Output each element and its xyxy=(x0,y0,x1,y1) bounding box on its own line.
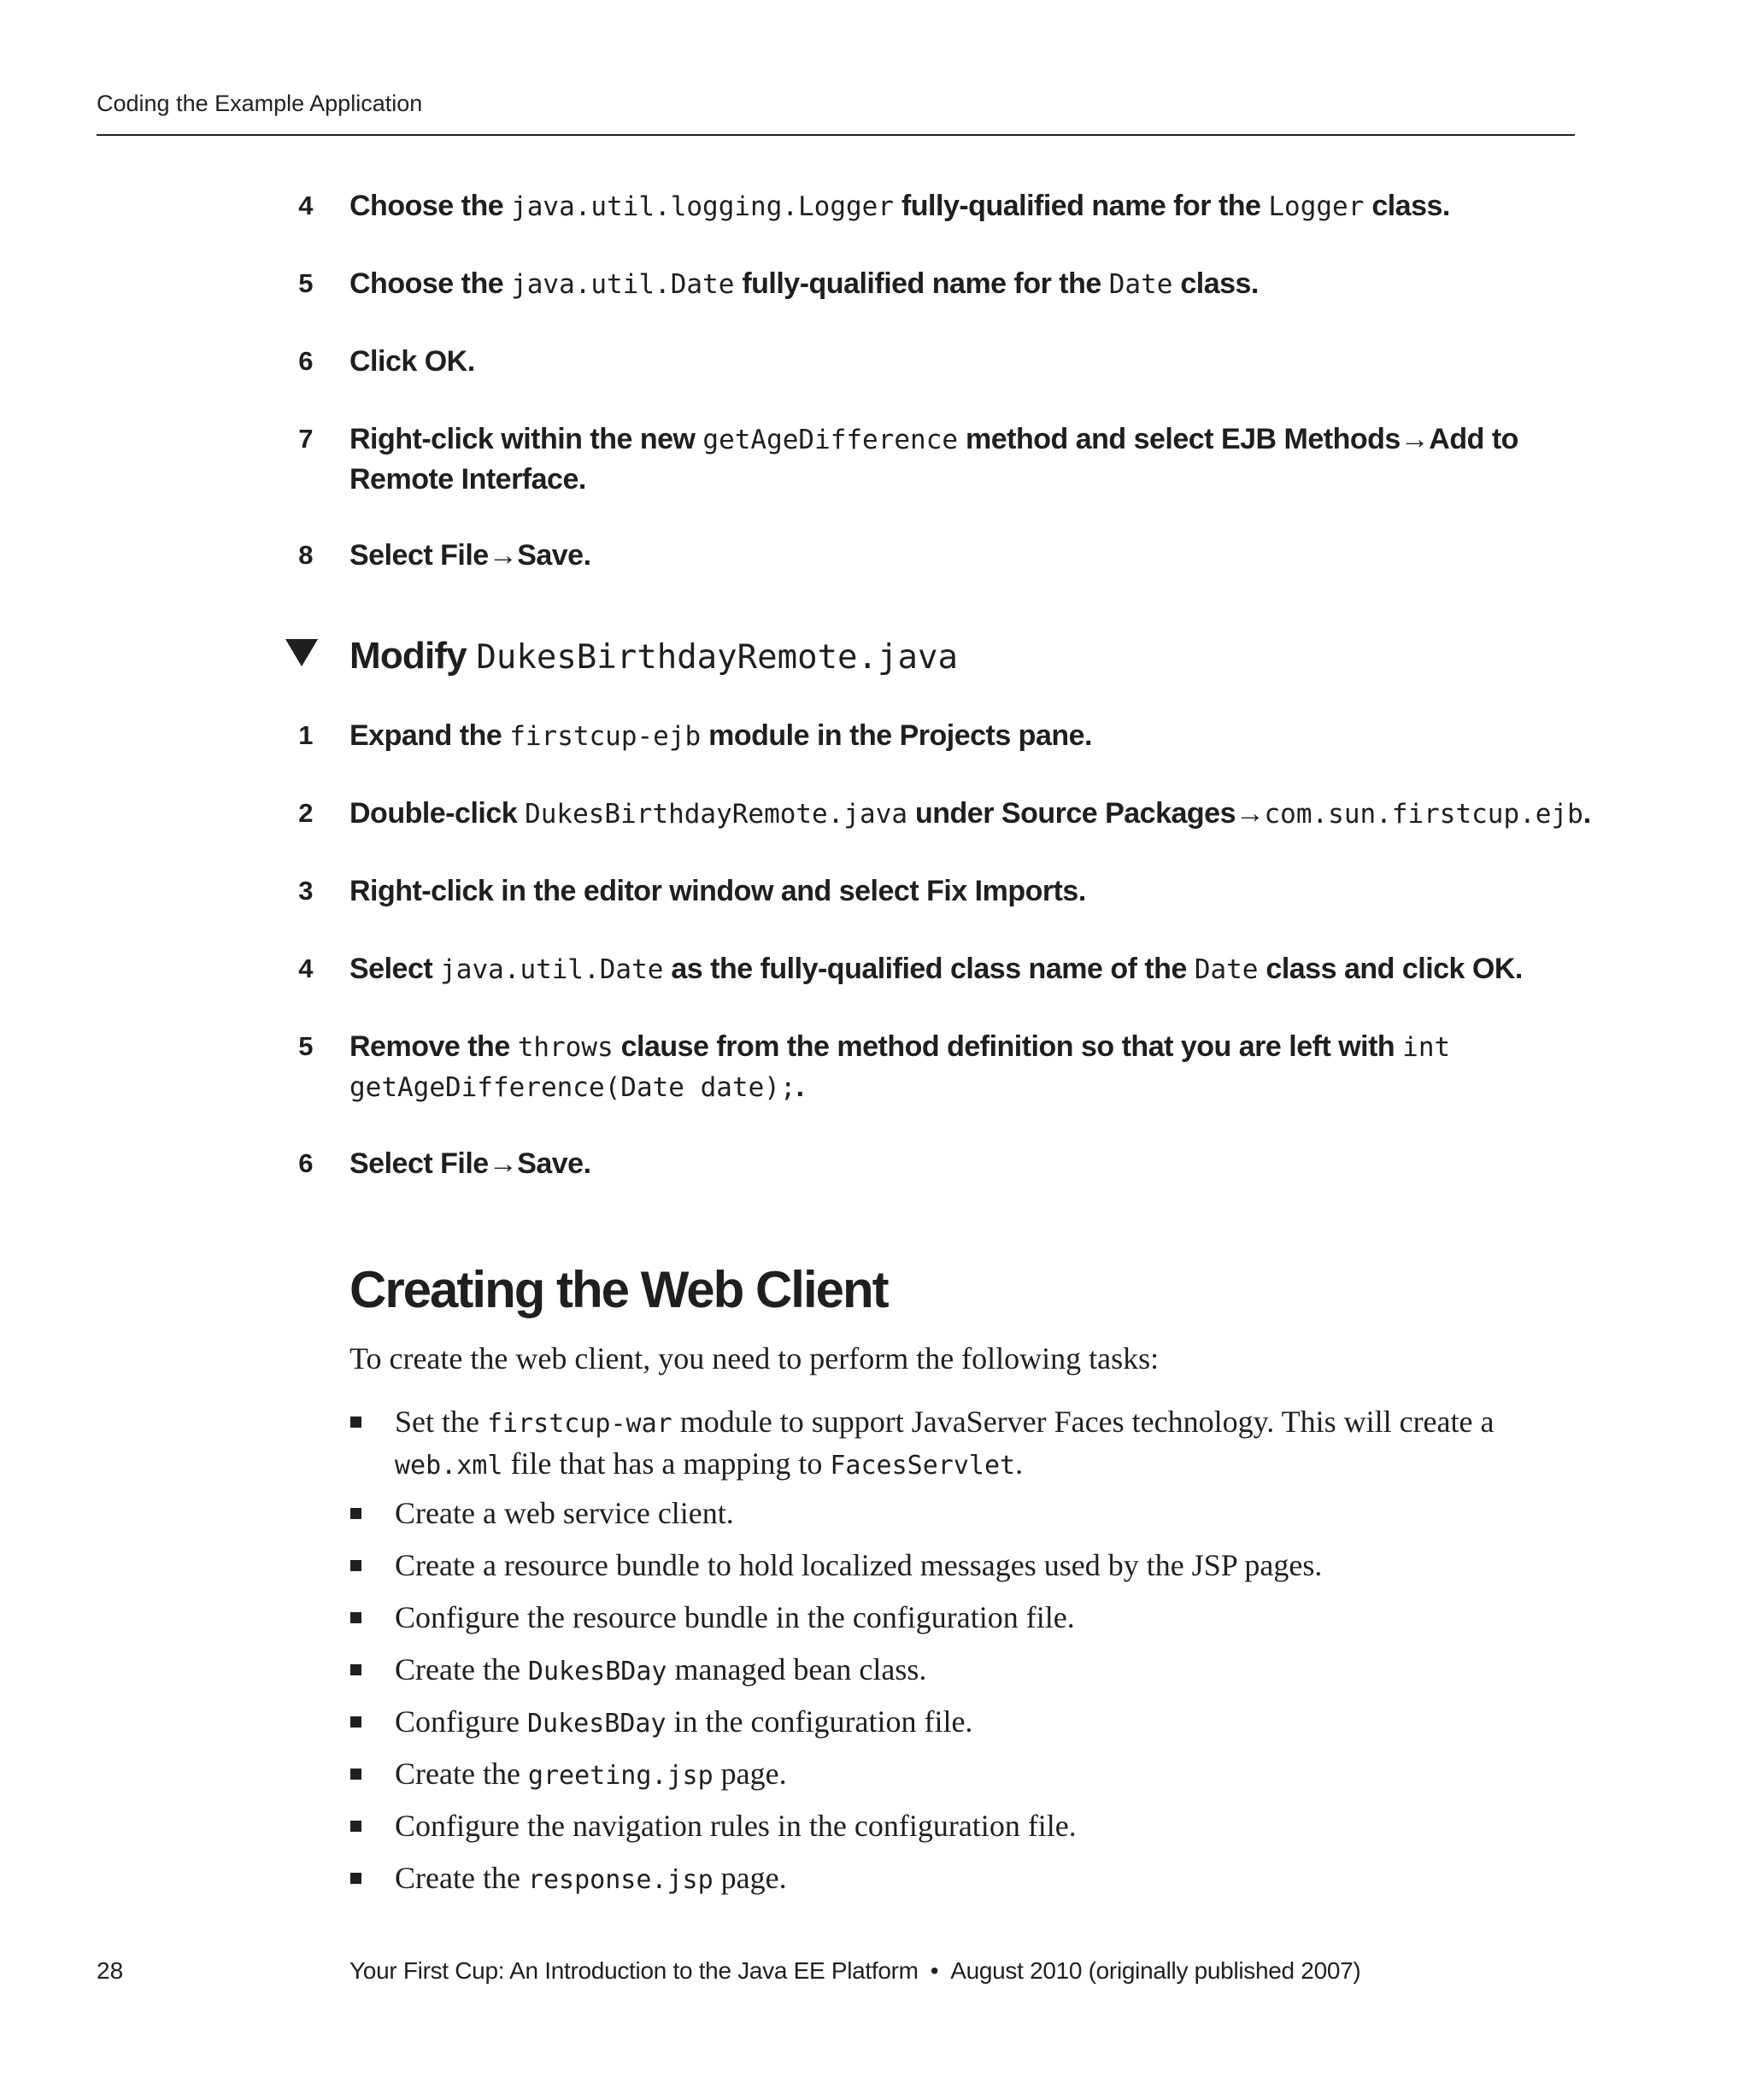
step-number: 5 xyxy=(298,1031,313,1061)
step-text: Right-click in the editor window and select Fix Imports. xyxy=(349,875,1086,907)
running-head: Coding the Example Application xyxy=(97,91,423,116)
step-number: 6 xyxy=(298,1148,313,1178)
step-text: Select File→Save. xyxy=(349,539,591,572)
step-number: 2 xyxy=(298,798,313,828)
step-text: Expand the firstcup-ejb module in the Projects pane. xyxy=(349,719,1092,752)
procedure-title: Modify DukesBirthdayRemote.java xyxy=(349,635,958,677)
bullet-square-icon xyxy=(350,1612,361,1623)
list-item-text: Create the DukesBDay managed bean class. xyxy=(395,1652,927,1686)
bullet-square-icon xyxy=(350,1560,361,1571)
step-text: Select File→Save. xyxy=(349,1147,591,1180)
bullet-square-icon xyxy=(350,1873,361,1884)
step-number: 7 xyxy=(298,424,313,454)
bullet-square-icon xyxy=(350,1821,361,1832)
procedure-heading xyxy=(0,631,1750,682)
list-item-text: Configure the navigation rules in the configuration file. xyxy=(395,1809,1077,1843)
bullet-square-icon xyxy=(350,1417,361,1428)
step-number: 3 xyxy=(298,876,313,906)
bullet-square-icon xyxy=(350,1664,361,1675)
list-item-text: Create the response.jsp page. xyxy=(395,1861,787,1895)
list-item-text: Create the greeting.jsp page. xyxy=(395,1757,787,1791)
step-number: 5 xyxy=(298,268,313,298)
section-intro: To create the web client, you need to perform the following tasks: xyxy=(349,1341,1160,1376)
step-text: Right-click within the new getAgeDifference method and select EJB Methods→Add to Remote Interface. xyxy=(349,423,1518,496)
step-number: 1 xyxy=(298,720,313,750)
list-item-text: Create a resource bundle to hold localized messages used by the JSP pages. xyxy=(395,1548,1323,1582)
header-rule xyxy=(97,134,1575,136)
step-text: Choose the java.util.Date fully-qualified name for the Date class. xyxy=(349,267,1259,300)
list-item-text: Configure the resource bundle in the configuration file. xyxy=(395,1600,1075,1634)
step-number: 6 xyxy=(298,346,313,376)
step-number: 8 xyxy=(298,540,313,570)
step-text: Double-click DukesBirthdayRemote.java under Source Packages→com.sun.firstcup.ejb. xyxy=(349,797,1591,830)
bullet-square-icon xyxy=(350,1508,361,1519)
list-item-text: Set the firstcup-war module to support JavaServer Faces technology. This will create a web.xml file that has a mapping to FacesServlet. xyxy=(395,1405,1495,1481)
step-text: Select java.util.Date as the fully-qualified class name of the Date class and click OK. xyxy=(349,953,1523,985)
step-text: Remove the throws clause from the method definition so that you are left with int getAgeDifference(Date date);. xyxy=(349,1030,1451,1103)
step-text: Choose the java.util.logging.Logger fully-qualified name for the Logger class. xyxy=(349,190,1450,222)
bullet-square-icon xyxy=(350,1716,361,1728)
list-item-text: Configure DukesBDay in the configuration file. xyxy=(395,1704,973,1739)
step-text: Click OK. xyxy=(349,345,475,378)
footer-text: Your First Cup: An Introduction to the Java EE Platform • August 2010 (originally published 2007) xyxy=(349,1957,1361,1984)
bullet-square-icon xyxy=(350,1769,361,1780)
step-number: 4 xyxy=(298,953,313,983)
list-item-text: Create a web service client. xyxy=(395,1496,734,1530)
section-title: Creating the Web Client xyxy=(349,1261,888,1318)
page-number: 28 xyxy=(97,1957,124,1984)
triangle-down-icon xyxy=(285,639,318,666)
step-number: 4 xyxy=(298,191,313,220)
